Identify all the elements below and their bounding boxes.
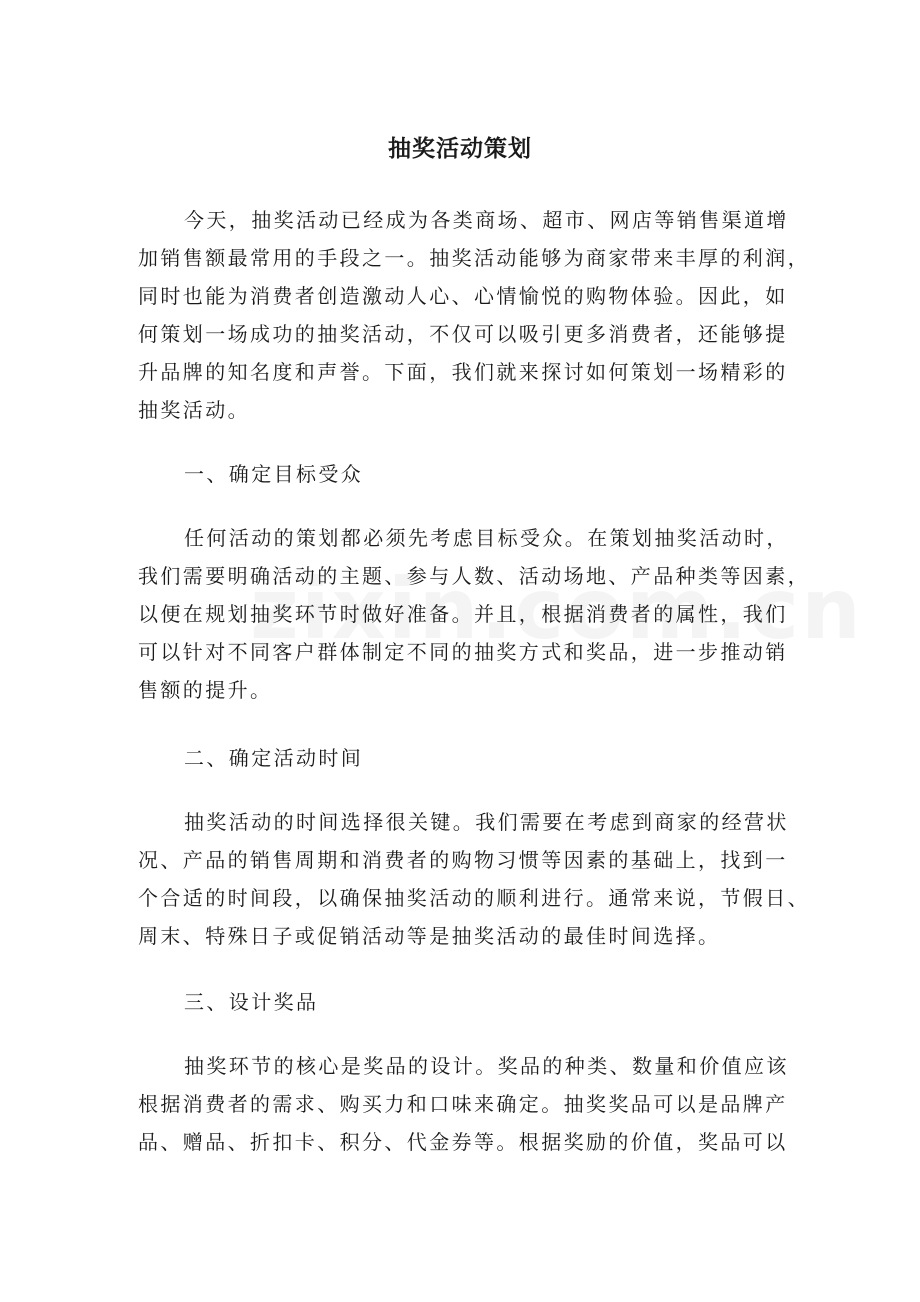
paragraph-line: 升品牌的知名度和声誉。下面，我们就来探讨如何策划一场精彩的 xyxy=(138,360,788,384)
paragraph-line: 售额的提升。 xyxy=(138,678,273,702)
paragraph-line: 抽奖活动的时间选择很关键。我们需要在考虑到商家的经营状 xyxy=(184,810,789,834)
section-heading: 三、设计奖品 xyxy=(184,990,319,1014)
paragraph-line: 何策划一场成功的抽奖活动，不仅可以吸引更多消费者，还能够提 xyxy=(138,322,788,346)
section-heading: 二、确定活动时间 xyxy=(184,746,364,770)
paragraph-line: 个合适的时间段，以确保抽奖活动的顺利进行。通常来说，节假日、 xyxy=(138,886,810,910)
paragraph-line: 根据消费者的需求、购买力和口味来确定。抽奖奖品可以是品牌产 xyxy=(138,1092,788,1116)
paragraph-line: 抽奖活动。 xyxy=(138,398,250,422)
paragraph-line: 以便在规划抽奖环节时做好准备。并且，根据消费者的属性，我们 xyxy=(138,602,788,626)
paragraph-line: 同时也能为消费者创造激动人心、心情愉悦的购物体验。因此，如 xyxy=(138,284,788,308)
paragraph-line: 可以针对不同客户群体制定不同的抽奖方式和奖品，进一步推动销 xyxy=(138,640,788,664)
paragraph-line: 今天，抽奖活动已经成为各类商场、超市、网店等销售渠道增 xyxy=(184,208,789,232)
paragraph-line: 抽奖环节的核心是奖品的设计。奖品的种类、数量和价值应该 xyxy=(184,1054,789,1078)
paragraph-line: 周末、特殊日子或促销活动等是抽奖活动的最佳时间选择。 xyxy=(138,924,721,948)
paragraph-line: 任何活动的策划都必须先考虑目标受众。在策划抽奖活动时， xyxy=(184,526,789,550)
document-title: 抽奖活动策划 xyxy=(388,136,532,162)
paragraph-line: 加销售额最常用的手段之一。抽奖活动能够为商家带来丰厚的利润， xyxy=(138,246,810,270)
paragraph-line: 况、产品的销售周期和消费者的购物习惯等因素的基础上，找到一 xyxy=(138,848,788,872)
paragraph-line: 我们需要明确活动的主题、参与人数、活动场地、产品种类等因素， xyxy=(138,564,810,588)
paragraph-line: 品、赠品、折扣卡、积分、代金券等。根据奖励的价值，奖品可以 xyxy=(138,1130,788,1154)
section-heading: 一、确定目标受众 xyxy=(184,462,364,486)
